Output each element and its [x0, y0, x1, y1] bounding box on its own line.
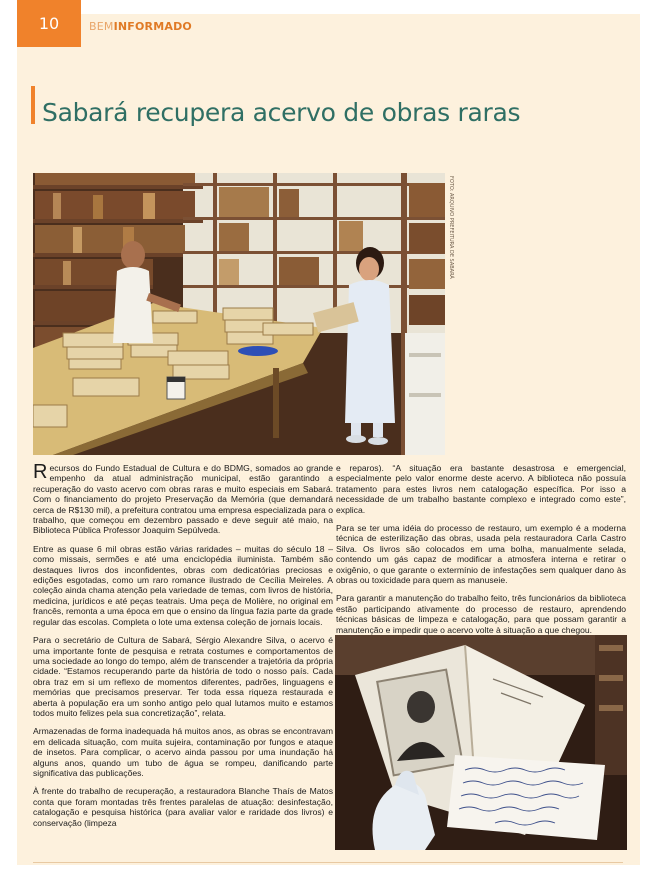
article-column-2 — [336, 463, 626, 643]
paragraph: Para garantir a manutenção do trabalho feito, três funcionários da biblioteca estão participando ativamente do processo de restauro, aprendendo técnicas básicas de limpeza e catalogação, para que possam garantir a manutenção e impedir que o acervo volte à situação a que chegou. — [336, 593, 626, 635]
paragraph: Armazenadas de forma inadequada há muitos anos, as obras se encontravam em delicada situação, com muita sujeira, contaminação por fungos e ataque de insetos. Para complicar, o acervo ainda passou por uma inundação há alguns anos, quando um tubo de água se rompeu, danificando parte significativa das publicações. — [33, 726, 333, 778]
rare-book-photo — [335, 635, 627, 850]
paragraph — [33, 463, 333, 536]
paragraph: Entre as quase 6 mil obras estão várias raridades – muitas do século 18 – como missais, sermões e até uma enciclopédia iluminista. Também são destaques livros dos inconfidentes, obras com dedicatórias preciosas e edições esgotadas, como um raro romance ilustrado de Cecília Meireles. A coleção ainda chama atenção pela variedade de temas, com livros de história, medicina, jurídicos e até peças teatrais. Uma peça de Molière, no original em francês, remonta a uma época em que o ensino da língua fazia parte da grade regular das escolas. Completa o lote uma extensa coleção de jornais locais. — [33, 543, 333, 627]
bottom-rule — [33, 862, 623, 863]
paragraph: Para o secretário de Cultura de Sabará, Sérgio Alexandre Silva, o acervo é uma importante fonte de pesquisa e retrata costumes e comportamentos de uma sociedade ao longo do tempo, além de transcender a trajetória da própria cidade. “Estamos recuperando parte da história de todo o nosso país. Cada obra traz em si um reflexo de momentos diferentes, padrões, linguagens e memórias que precisamos preservar. Ter toda essa riqueza restaurada e aberta à população era um sonho antigo pelo qual lutamos muito e estamos todos muito felizes pela sua concretização”, relata. — [33, 635, 333, 718]
paragraph: Para se ter uma idéia do processo de restauro, um exemplo é a moderna técnica de esterilização das obras, usada pela restauradora Carla Castro Silva. Os livros são colocados em uma bolha, manualmente selada, contendo um gás capaz de modificar a atmosfera interna e retirar o oxigênio, o que garante o extermínio de infestações sem qualquer dano às obras ou toxicidade para quem as manuseie. — [336, 523, 626, 586]
brand-part-1: BEM — [89, 20, 114, 33]
article-column-1 — [33, 463, 333, 836]
photo-credit: FOTO: ARQUIVO PREFEITURA DE SABARÁ — [448, 176, 454, 279]
title-accent-bar — [31, 86, 35, 124]
paragraph-text: ecursos do Fundo Estadual de Cultura e do BDMG, somados ao grande empenho da atual administração municipal, estão garantindo a recuperação do vasto acervo com obras raras e muito especiais em Sabará. Com o financiamento do projeto Preservação da Memória (que demandará cerca de R$130 mil), a prefeitura contratou uma empresa especializada para o trabalho, que começou em dezembro passado e deve seguir até maio, na Biblioteca Pública Professor Joaquim Sepúlveda. — [33, 463, 333, 536]
drop-cap: R — [33, 461, 48, 483]
paragraph: À frente do trabalho de recuperação, a restauradora Blanche Thaís de Matos conta que foram montadas três frentes paralelas de atuação: desinfestação, catalogação e pesquisa histórica (para avaliar valor e raridade dos livros) e conservação (limpeza — [33, 786, 333, 828]
article-title: Sabará recupera acervo de obras raras — [42, 98, 521, 127]
brand-part-2: INFORMADO — [113, 20, 192, 33]
page-number: 10 — [17, 0, 81, 47]
library-restoration-photo — [33, 173, 445, 455]
magazine-brand — [89, 20, 192, 33]
paragraph: e reparos). “A situação era bastante desastrosa e emergencial, especialmente pelo valor enorme deste acervo. A biblioteca não possuía tratamento para estes livros nem catalogação específica. Por isso a necessidade de um trabalho bastante complexo e integrado como este”, explica. — [336, 463, 626, 515]
